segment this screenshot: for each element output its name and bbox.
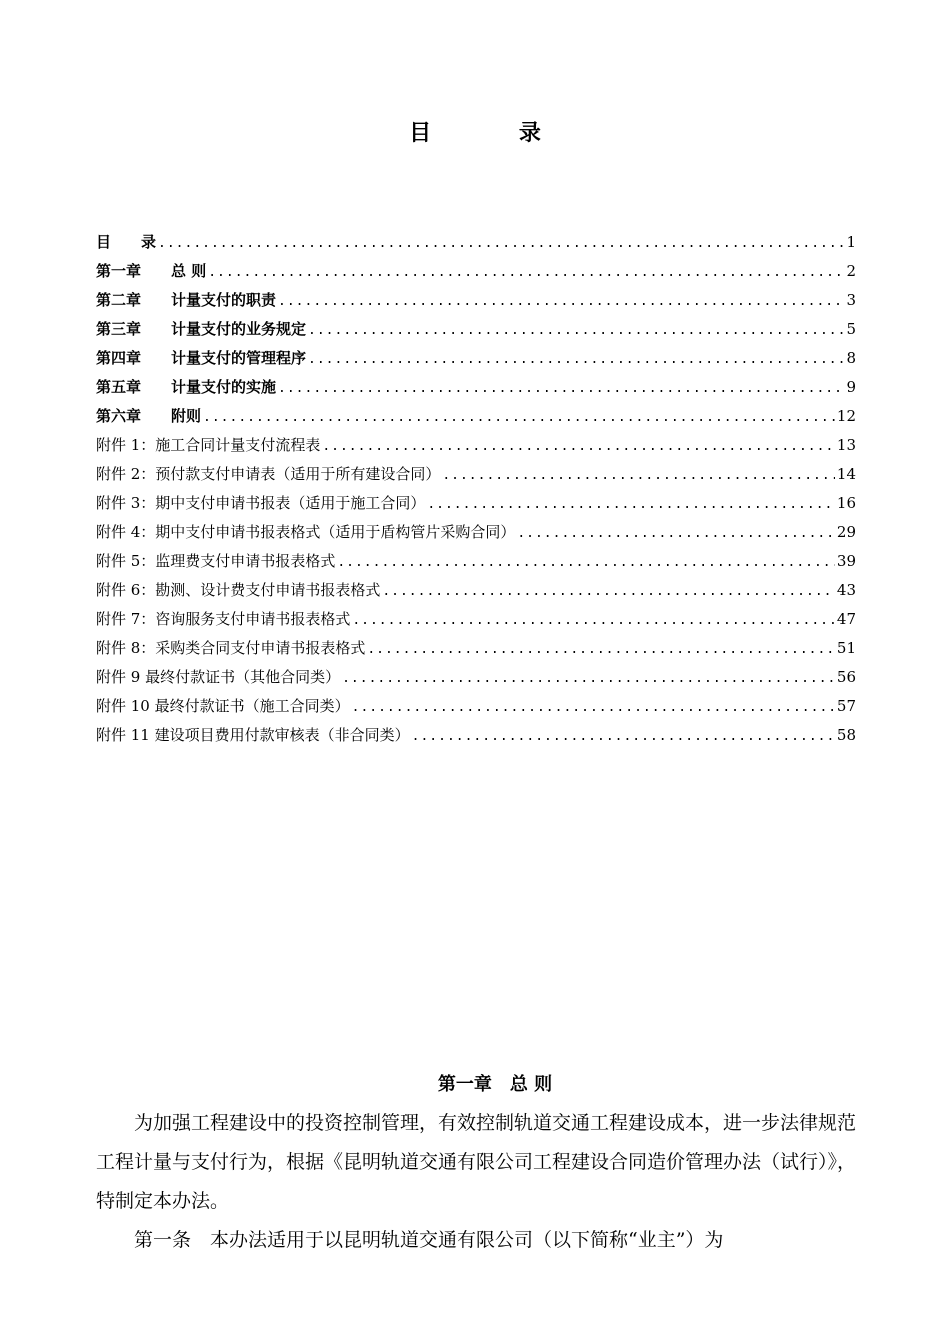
toc-entry-label: 附件 1：施工合同计量支付流程表 xyxy=(96,436,321,454)
toc-leader-dots xyxy=(412,722,835,751)
toc-entry-label: 附件 5：监理费支付申请书报表格式 xyxy=(96,552,336,570)
toc-leader-dots xyxy=(442,461,835,490)
toc-leader-dots xyxy=(367,635,835,664)
toc-entry[interactable] xyxy=(96,663,856,692)
toc-leader-dots xyxy=(352,693,835,722)
toc-leader-dots xyxy=(517,519,835,548)
toc-entry-page: 51 xyxy=(836,639,856,657)
paragraph: 为加强工程建设中的投资控制管理，有效控制轨道交通工程建设成本，进一步法律规范工程计量与支付行为，根据《昆明轨道交通有限公司工程建设合同造价管理办法（试行）》，特制定本办法。 xyxy=(96,1112,857,1212)
toc-entry-label: 第六章 附则 xyxy=(96,407,202,425)
toc-entry[interactable] xyxy=(96,547,856,576)
toc-entry-label: 附件 3：期中支付申请书报表（适用于施工合同） xyxy=(96,494,426,512)
toc-entry-page: 39 xyxy=(836,552,856,570)
toc-entry-page: 14 xyxy=(836,465,856,483)
toc-title: 目 录 xyxy=(409,121,581,146)
toc-leader-dots xyxy=(352,606,835,635)
toc-entry-label: 附件 4：期中支付申请书报表格式（适用于盾构管片采购合同） xyxy=(96,523,516,541)
toc-leader-dots xyxy=(322,432,835,461)
toc-entry-page: 43 xyxy=(836,581,856,599)
toc-entry[interactable] xyxy=(96,228,856,257)
toc-entry-page: 58 xyxy=(836,726,856,744)
toc-entry-label: 目 录 xyxy=(96,233,157,251)
toc-entry-label: 第一章 总 则 xyxy=(96,262,207,280)
toc-entry-page: 57 xyxy=(836,697,856,715)
toc-entry[interactable] xyxy=(96,257,856,286)
toc-entry[interactable] xyxy=(96,315,856,344)
toc-entry[interactable] xyxy=(96,518,856,547)
toc-entry[interactable] xyxy=(96,344,856,373)
toc-entry-label: 第二章 计量支付的职责 xyxy=(96,291,277,309)
toc-entry-label: 附件 8：采购类合同支付申请书报表格式 xyxy=(96,639,366,657)
toc-entry[interactable] xyxy=(96,460,856,489)
toc-leader-dots xyxy=(158,229,844,258)
toc-entry-label: 第五章 计量支付的实施 xyxy=(96,378,277,396)
toc-leader-dots xyxy=(342,664,835,693)
toc-entry-page: 29 xyxy=(836,523,856,541)
toc-leader-dots xyxy=(203,403,835,432)
toc-leader-dots xyxy=(308,316,844,345)
toc-entry-label: 附件 10 最终付款证书（施工合同类） xyxy=(96,697,350,715)
toc-entry-page: 3 xyxy=(846,291,856,309)
toc-entry-page: 56 xyxy=(836,668,856,686)
chapter-heading: 第一章 总 则 xyxy=(437,1074,553,1095)
toc-entry-label: 附件 11 建设项目费用付款审核表（非合同类） xyxy=(96,726,410,744)
toc-entry[interactable] xyxy=(96,489,856,518)
toc-leader-dots xyxy=(382,577,835,606)
toc-entry-page: 1 xyxy=(846,233,856,251)
paragraph: 第一条 本办法适用于以昆明轨道交通有限公司（以下简称“业主”）为 xyxy=(134,1229,724,1251)
toc-leader-dots xyxy=(208,258,844,287)
toc-entry-page: 9 xyxy=(846,378,856,396)
toc-entry[interactable] xyxy=(96,286,856,315)
toc-entry[interactable] xyxy=(96,605,856,634)
toc-leader-dots xyxy=(278,287,844,316)
toc-entry-page: 8 xyxy=(846,349,856,367)
toc-entry[interactable] xyxy=(96,576,856,605)
toc-entry-page: 5 xyxy=(846,320,856,338)
toc-entry[interactable] xyxy=(96,402,856,431)
toc-entry-label: 附件 9 最终付款证书（其他合同类） xyxy=(96,668,341,686)
toc-entry-label: 第三章 计量支付的业务规定 xyxy=(96,320,307,338)
toc-entry[interactable] xyxy=(96,634,856,663)
toc-entry-label: 第四章 计量支付的管理程序 xyxy=(96,349,307,367)
toc-entry[interactable] xyxy=(96,431,856,460)
toc-entry-label: 附件 2：预付款支付申请表（适用于所有建设合同） xyxy=(96,465,441,483)
toc-entry[interactable] xyxy=(96,373,856,402)
toc-leader-dots xyxy=(308,345,844,374)
toc-entry[interactable] xyxy=(96,721,856,750)
toc-entry-page: 47 xyxy=(836,610,856,628)
toc-entry[interactable] xyxy=(96,692,856,721)
toc-entry-label: 附件 7：咨询服务支付申请书报表格式 xyxy=(96,610,351,628)
toc-leader-dots xyxy=(337,548,835,577)
toc-leader-dots xyxy=(427,490,835,519)
toc-entry-page: 12 xyxy=(836,407,856,425)
toc-entry-label: 附件 6：勘测、设计费支付申请书报表格式 xyxy=(96,581,381,599)
toc-entry-page: 13 xyxy=(836,436,856,454)
toc-leader-dots xyxy=(278,374,844,403)
toc-entry-page: 16 xyxy=(836,494,856,512)
table-of-contents xyxy=(96,228,856,750)
chapter-body xyxy=(96,1104,856,1260)
toc-entry-page: 2 xyxy=(846,262,856,280)
